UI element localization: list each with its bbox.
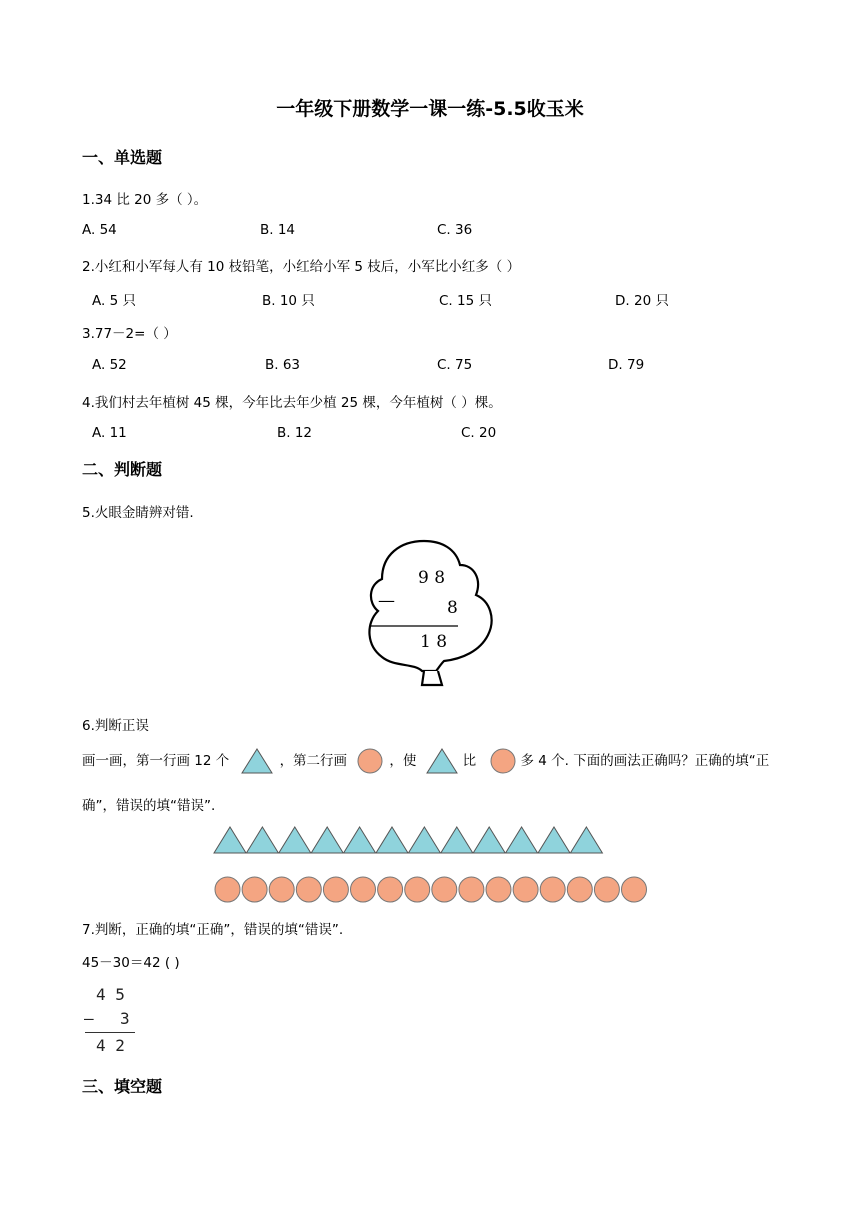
q3-option-b: B. 63 xyxy=(265,357,301,373)
page-title: 一年级下册数学一课一练-5.5收玉米 xyxy=(276,98,584,120)
q2-option-c: C. 15 只 xyxy=(439,293,492,309)
tree-top-number: 9 8 xyxy=(418,568,446,588)
q1-option-c: C. 36 xyxy=(437,222,473,238)
circle-icon xyxy=(594,877,619,902)
triangle-icon xyxy=(570,827,602,853)
q2-option-b: B. 10 只 xyxy=(262,293,315,309)
section-heading-single-choice: 一、单选题 xyxy=(82,148,163,167)
circle-row-svg xyxy=(213,875,649,904)
q6-text-part-2: ，第二行画 xyxy=(279,753,348,769)
q6-text-part-1: 画一画，第一行画 12 个 xyxy=(82,753,230,769)
triangle-icon xyxy=(538,827,570,853)
question-6-instruction xyxy=(82,746,769,776)
question-5: 5.火眼金睛辨对错. xyxy=(82,505,194,521)
circle-row xyxy=(213,875,649,908)
circle-icon xyxy=(323,877,348,902)
triangle-icon xyxy=(506,827,538,853)
q3-option-d: D. 79 xyxy=(608,357,645,373)
q2-option-a: A. 5 只 xyxy=(92,293,136,309)
circle-icon xyxy=(459,877,484,902)
circle-icon xyxy=(405,877,430,902)
circle-icon xyxy=(488,747,518,775)
triangle-icon xyxy=(279,827,311,853)
circle-icon xyxy=(513,877,538,902)
section-heading-true-false: 二、判断题 xyxy=(82,460,163,479)
question-6-instruction-line-2: 确”，错误的填“错误”. xyxy=(82,798,216,814)
circle-icon xyxy=(567,877,592,902)
tree-figure xyxy=(364,535,500,690)
question-3: 3.77－2=（ ） xyxy=(82,326,177,342)
triangle-icon xyxy=(240,747,274,775)
circle-icon xyxy=(622,877,647,902)
q6-text-part-3: ，使 xyxy=(389,753,417,769)
q6-text-part-4: 比 xyxy=(462,753,477,769)
tree-result-number: 1 8 xyxy=(420,632,448,652)
triangle-row-svg xyxy=(213,826,604,855)
triangle-icon xyxy=(344,827,376,853)
q6-text-part-5: 多 4 个. 下面的画法正确吗？正确的填“正 xyxy=(520,753,770,769)
circle-icon xyxy=(432,877,457,902)
vertical-top-number: 4 5 xyxy=(96,985,125,1004)
triangle-icon xyxy=(441,827,473,853)
question-4: 4.我们村去年植树 45 棵，今年比去年少植 25 棵，今年植树（ ）棵。 xyxy=(82,395,502,411)
triangle-icon xyxy=(425,747,459,775)
q3-option-a: A. 52 xyxy=(92,357,127,373)
q4-option-a: A. 11 xyxy=(92,425,127,441)
q4-option-c: C. 20 xyxy=(461,425,497,441)
question-1: 1.34 比 20 多（ ）。 xyxy=(82,192,208,208)
question-7-equation: 45－30＝42 ( ) xyxy=(82,955,180,971)
triangle-icon xyxy=(376,827,408,853)
q1-option-b: B. 14 xyxy=(260,222,296,238)
triangle-icon xyxy=(214,827,246,853)
q2-option-d: D. 20 只 xyxy=(615,293,669,309)
circle-icon xyxy=(540,877,565,902)
q4-option-b: B. 12 xyxy=(277,425,313,441)
question-6: 6.判断正误 xyxy=(82,718,149,734)
triangle-icon xyxy=(473,827,505,853)
question-7: 7.判断，正确的填“正确”，错误的填“错误”. xyxy=(82,922,344,938)
circle-icon xyxy=(355,747,385,775)
circle-icon xyxy=(296,877,321,902)
q3-option-c: C. 75 xyxy=(437,357,473,373)
circle-icon xyxy=(215,877,240,902)
q1-option-a: A. 54 xyxy=(82,222,117,238)
tree-minus-sign: — xyxy=(378,591,395,611)
vertical-result-number: 4 2 xyxy=(96,1036,125,1055)
circle-icon xyxy=(378,877,403,902)
circle-icon xyxy=(269,877,294,902)
section-heading-fill-in: 三、填空题 xyxy=(82,1077,163,1096)
vertical-divider-line xyxy=(85,1032,135,1033)
triangle-row xyxy=(213,826,604,859)
tree-outline-icon xyxy=(364,535,500,690)
triangle-icon xyxy=(311,827,343,853)
vertical-minus-sign: — xyxy=(84,1009,94,1028)
question-2: 2.小红和小军每人有 10 枝铅笔，小红给小军 5 枝后，小军比小红多（ ） xyxy=(82,259,521,275)
circle-icon xyxy=(486,877,511,902)
vertical-arithmetic xyxy=(82,982,142,1058)
tree-second-number: 8 xyxy=(447,598,458,618)
triangle-icon xyxy=(246,827,278,853)
circle-icon xyxy=(242,877,267,902)
vertical-second-number: 3 xyxy=(120,1009,130,1028)
triangle-icon xyxy=(408,827,440,853)
circle-icon xyxy=(351,877,376,902)
